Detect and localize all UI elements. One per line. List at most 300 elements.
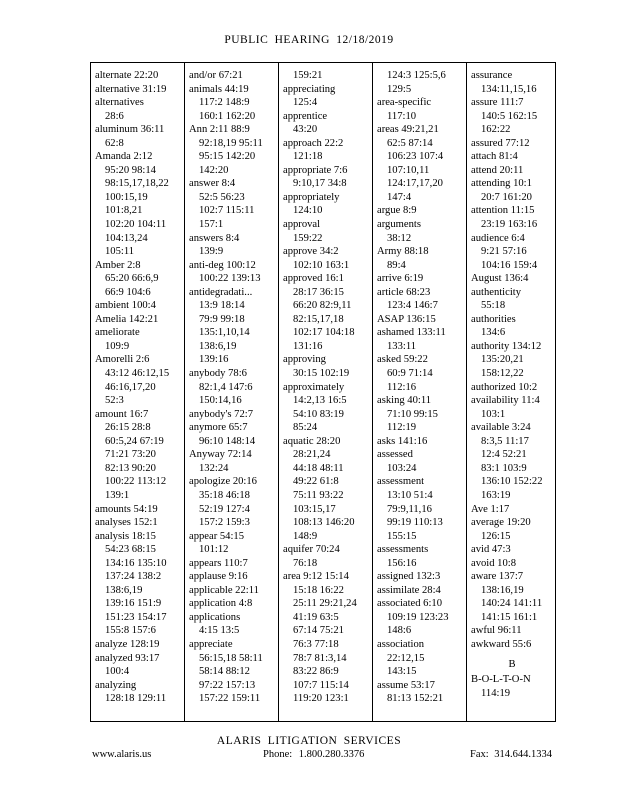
index-entry-page-refs: 71:21 73:20 bbox=[105, 449, 156, 461]
index-entry-page-refs: 131:16 bbox=[293, 340, 323, 352]
index-entry-term: area-specific bbox=[377, 97, 432, 109]
index-entry-page-refs: 104:13,24 bbox=[105, 232, 148, 244]
index-entry bbox=[189, 123, 271, 177]
index-entry-page-refs: 155:8 157:6 bbox=[105, 625, 156, 637]
index-entry-page-refs: 13:9 18:14 bbox=[199, 300, 245, 312]
index-entry-page-refs: 148:6 bbox=[387, 625, 412, 637]
index-entry-term: answer 8:4 bbox=[189, 178, 236, 190]
index-entry bbox=[95, 259, 177, 300]
index-entry-page-refs: 35:18 46:18 bbox=[199, 489, 250, 501]
index-entry bbox=[377, 435, 459, 449]
index-entry-page-refs: 132:24 bbox=[199, 462, 229, 474]
index-entry-term: appears 110:7 bbox=[189, 557, 248, 569]
index-entry-continuation: 129:5 bbox=[387, 83, 412, 95]
column-divider bbox=[466, 63, 467, 721]
index-entry-page-refs: 124:17,17,20 bbox=[387, 178, 443, 190]
index-entry-page-refs: 103:24 bbox=[387, 462, 417, 474]
index-column-1 bbox=[95, 69, 177, 706]
index-entry-term: analyzing bbox=[95, 679, 137, 691]
index-entry bbox=[95, 516, 177, 530]
index-entry bbox=[283, 191, 365, 218]
index-entry-page-refs: 162:22 bbox=[481, 124, 511, 136]
index-entry bbox=[377, 597, 459, 638]
index-entry-page-refs: 13:10 51:4 bbox=[387, 489, 433, 501]
index-entry-term: assessment bbox=[377, 476, 425, 488]
index-entry-page-refs: 52:19 127:4 bbox=[199, 503, 250, 515]
index-entry-page-refs: 141:15 161:1 bbox=[481, 611, 538, 623]
index-entry-term: association bbox=[377, 638, 425, 650]
column-divider bbox=[372, 63, 373, 721]
index-entry-page-refs: 79:9 99:18 bbox=[199, 313, 245, 325]
index-entry-page-refs: 163:19 bbox=[481, 489, 511, 501]
index-entry-page-refs: 159:22 bbox=[293, 232, 323, 244]
index-entry-term: appropriately bbox=[283, 191, 340, 203]
index-entry bbox=[471, 638, 553, 652]
index-entry bbox=[471, 286, 553, 313]
index-entry-term: answers 8:4 bbox=[189, 232, 240, 244]
index-entry-continuation: 159:21 bbox=[293, 70, 323, 81]
index-entry-page-refs: 103:1 bbox=[481, 408, 506, 420]
index-entry-term: Amorelli 2:6 bbox=[95, 354, 150, 366]
index-entry-page-refs: 52:3 bbox=[105, 395, 124, 407]
index-entry bbox=[283, 435, 365, 543]
index-entry-term: areas 49:21,21 bbox=[377, 124, 439, 136]
index-entry-term: assessed bbox=[377, 449, 413, 461]
index-entry-term: appear 54:15 bbox=[189, 530, 245, 542]
index-entry-term: authorities bbox=[471, 313, 516, 325]
index-entry-page-refs: 79:9,11,16 bbox=[387, 503, 432, 515]
index-entry-page-refs: 49:22 61:8 bbox=[293, 476, 339, 488]
index-entry-term: ASAP 136:15 bbox=[377, 313, 436, 325]
index-entry-page-refs: 147:4 bbox=[387, 191, 412, 203]
index-entry bbox=[95, 408, 177, 503]
index-entry-term: Army 88:18 bbox=[377, 246, 429, 258]
index-letter-heading bbox=[471, 658, 553, 672]
index-entry-page-refs: 54:10 83:19 bbox=[293, 408, 344, 420]
index-entry-page-refs: 95:20 98:14 bbox=[105, 164, 156, 176]
index-entry-term: area 9:12 15:14 bbox=[283, 571, 349, 583]
index-entry bbox=[377, 353, 459, 394]
index-entry bbox=[95, 679, 177, 706]
index-entry-term: assurance bbox=[471, 70, 513, 81]
index-entry bbox=[471, 164, 553, 178]
index-entry-term: B-O-L-T-O-N bbox=[471, 674, 531, 686]
index-entry-term: assure 111:7 bbox=[471, 97, 524, 109]
index-entry-page-refs: 20:7 161:20 bbox=[481, 191, 532, 203]
index-entry-term: anybody's 72:7 bbox=[189, 408, 253, 420]
index-entry bbox=[377, 69, 459, 83]
index-entry-page-refs: 138:6,19 bbox=[199, 340, 237, 352]
index-entry-page-refs: 65:20 66:6,9 bbox=[105, 273, 159, 285]
index-entry-term: attach 81:4 bbox=[471, 151, 518, 163]
index-entry bbox=[189, 475, 271, 529]
index-entry-term: assured 77:12 bbox=[471, 137, 530, 149]
index-entry-page-refs: 157:22 159:11 bbox=[199, 693, 261, 705]
index-entry-term: avoid 10:8 bbox=[471, 557, 517, 569]
index-entry-page-refs: 81:13 152:21 bbox=[387, 693, 444, 705]
index-entry-page-refs: 82:13 90:20 bbox=[105, 462, 156, 474]
index-column-4 bbox=[377, 69, 459, 706]
index-entry-page-refs: 55:18 bbox=[481, 300, 506, 312]
index-entry bbox=[377, 543, 459, 570]
index-entry-term: appreciating bbox=[283, 83, 336, 95]
index-entry-term: aluminum 36:11 bbox=[95, 124, 165, 136]
index-entry-page-refs: 138:6,19 bbox=[105, 584, 143, 596]
index-entry bbox=[283, 543, 365, 570]
index-entry-page-refs: 134:11,15,16 bbox=[481, 83, 537, 95]
index-entry-page-refs: 108:13 146:20 bbox=[293, 517, 355, 529]
index-entry bbox=[95, 326, 177, 353]
index-entry-page-refs: 43:12 46:12,15 bbox=[105, 368, 170, 380]
footer-company-name: ALARIS LITIGATION SERVICES bbox=[216, 735, 402, 747]
index-entry bbox=[471, 624, 553, 638]
index-entry-page-refs: 66:9 104:6 bbox=[105, 286, 151, 298]
footer-phone: Phone: 1.800.280.3376 bbox=[263, 749, 365, 760]
index-entry bbox=[95, 353, 177, 407]
index-entry-term: and/or 67:21 bbox=[189, 70, 243, 81]
index-entry bbox=[189, 286, 271, 367]
footer-website-link[interactable]: www.alaris.us bbox=[92, 749, 152, 760]
index-entry-term: Amber 2:8 bbox=[95, 259, 141, 271]
index-entry-page-refs: 112:16 bbox=[387, 381, 417, 393]
index-entry bbox=[471, 272, 553, 286]
index-entry-page-refs: 28:21,24 bbox=[293, 449, 331, 461]
index-entry bbox=[471, 69, 553, 96]
index-entry bbox=[377, 272, 459, 286]
index-entry-page-refs: 140:5 162:15 bbox=[481, 110, 538, 122]
index-entry-page-refs: 28:17 36:15 bbox=[293, 286, 344, 298]
index-entry bbox=[95, 530, 177, 638]
index-entry-term: approximately bbox=[283, 381, 345, 393]
index-entry-page-refs: 14:2,13 16:5 bbox=[293, 395, 347, 407]
index-entry bbox=[377, 475, 459, 543]
index-entry-page-refs: 139:16 bbox=[199, 354, 229, 366]
index-entry bbox=[189, 584, 271, 598]
index-entry-term: attend 20:11 bbox=[471, 164, 524, 176]
index-entry-term: applause 9:16 bbox=[189, 571, 248, 583]
index-entry-term: available 3:24 bbox=[471, 422, 531, 434]
index-entry-term: audience 6:4 bbox=[471, 232, 525, 244]
index-entry bbox=[377, 83, 459, 97]
index-entry-term: argue 8:9 bbox=[377, 205, 417, 217]
index-entry-page-refs: 23:19 163:16 bbox=[481, 219, 538, 231]
index-entry-page-refs: 100:22 139:13 bbox=[199, 273, 261, 285]
index-entry-page-refs: 139:1 bbox=[105, 489, 130, 501]
index-entry-term: analyzed 93:17 bbox=[95, 652, 160, 664]
index-entry-term: approved 16:1 bbox=[283, 273, 344, 285]
index-entry-term: attention 11:15 bbox=[471, 205, 535, 217]
index-entry-page-refs: 150:14,16 bbox=[199, 395, 242, 407]
page-header-title: PUBLIC HEARING 12/18/2019 bbox=[224, 34, 394, 46]
index-entry-term: avid 47:3 bbox=[471, 544, 511, 556]
index-entry-term: alternate 22:20 bbox=[95, 70, 159, 81]
index-entry bbox=[377, 204, 459, 218]
index-entry bbox=[283, 164, 365, 191]
index-entry-page-refs: 114:19 bbox=[481, 687, 511, 699]
index-entry-term: animals 44:19 bbox=[189, 83, 249, 95]
index-entry bbox=[471, 516, 553, 543]
index-entry-page-refs: 15:18 16:22 bbox=[293, 584, 344, 596]
index-entry bbox=[471, 177, 553, 204]
index-entry-page-refs: 128:18 129:11 bbox=[105, 693, 167, 705]
index-entry-term: anymore 65:7 bbox=[189, 422, 248, 434]
index-entry-term: ashamed 133:11 bbox=[377, 327, 446, 339]
index-entry-page-refs: 30:15 102:19 bbox=[293, 368, 350, 380]
index-entry bbox=[377, 123, 459, 204]
index-entry-page-refs: 102:10 163:1 bbox=[293, 259, 350, 271]
index-entry-term: arguments bbox=[377, 219, 421, 231]
word-index-frame bbox=[90, 62, 556, 722]
index-entry bbox=[95, 96, 177, 123]
index-entry-term: aware 137:7 bbox=[471, 571, 524, 583]
index-entry-page-refs: 157:2 159:3 bbox=[199, 517, 250, 529]
index-entry-page-refs: 102:20 104:11 bbox=[105, 219, 167, 231]
index-entry-term: apprentice bbox=[283, 110, 328, 122]
index-entry-page-refs: 102:17 104:18 bbox=[293, 327, 355, 339]
index-entry-page-refs: 82:1,4 147:6 bbox=[199, 381, 253, 393]
index-entry-page-refs: 109:9 bbox=[105, 340, 130, 352]
index-entry bbox=[95, 503, 177, 517]
index-entry-term: analyses 152:1 bbox=[95, 517, 158, 529]
index-entry-page-refs: 95:15 142:20 bbox=[199, 151, 256, 163]
index-entry bbox=[189, 177, 271, 231]
index-entry-continuation: 124:3 125:5,6 bbox=[387, 70, 446, 81]
index-entry-term: authorized 10:2 bbox=[471, 381, 538, 393]
index-entry bbox=[377, 313, 459, 327]
index-entry-page-refs: 123:4 146:7 bbox=[387, 300, 438, 312]
index-entry-term: asked 59:22 bbox=[377, 354, 428, 366]
index-entry-page-refs: 62:8 bbox=[105, 137, 124, 149]
index-entry-page-refs: 100:4 bbox=[105, 666, 130, 678]
index-entry-term: availability 11:4 bbox=[471, 395, 540, 407]
index-entry bbox=[95, 83, 177, 97]
index-entry-term: approach 22:2 bbox=[283, 137, 344, 149]
index-entry bbox=[471, 204, 553, 231]
index-entry-page-refs: 76:3 77:18 bbox=[293, 638, 339, 650]
index-entry-page-refs: 97:22 157:13 bbox=[199, 679, 256, 691]
index-entry-term: authority 134:12 bbox=[471, 340, 542, 352]
index-entry-page-refs: 107:7 115:14 bbox=[293, 679, 349, 691]
index-entry-term: anti-deg 100:12 bbox=[189, 259, 256, 271]
index-entry-page-refs: 140:24 141:11 bbox=[481, 598, 543, 610]
index-entry-term: applicable 22:11 bbox=[189, 584, 259, 596]
index-entry-page-refs: 22:12,15 bbox=[387, 652, 425, 664]
index-entry-term: application 4:8 bbox=[189, 598, 253, 610]
index-entry-page-refs: 100:15,19 bbox=[105, 191, 148, 203]
index-entry-page-refs: 105:11 bbox=[105, 246, 135, 258]
index-entry-page-refs: 104:16 159:4 bbox=[481, 259, 538, 271]
index-entry-page-refs: 124:10 bbox=[293, 205, 323, 217]
index-entry bbox=[283, 272, 365, 353]
index-entry bbox=[377, 394, 459, 435]
index-entry-page-refs: 54:23 68:15 bbox=[105, 544, 156, 556]
index-entry-page-refs: 101:8,21 bbox=[105, 205, 143, 217]
index-entry bbox=[471, 570, 553, 624]
index-entry bbox=[471, 340, 553, 381]
index-entry-term: August 136:4 bbox=[471, 273, 529, 285]
index-entry-term: Ave 1:17 bbox=[471, 503, 510, 515]
index-entry bbox=[283, 353, 365, 380]
index-entry-page-refs: 138:16,19 bbox=[481, 584, 524, 596]
index-entry-page-refs: 160:1 162:20 bbox=[199, 110, 256, 122]
index-entry-term: ameliorate bbox=[95, 327, 140, 339]
index-entry bbox=[377, 286, 459, 313]
index-entry bbox=[95, 123, 177, 150]
index-entry bbox=[189, 69, 271, 83]
column-divider bbox=[278, 63, 279, 721]
index-entry-term: approving bbox=[283, 354, 326, 366]
index-entry bbox=[189, 421, 271, 448]
index-entry bbox=[471, 557, 553, 571]
index-entry-term: assume 53:17 bbox=[377, 679, 435, 691]
index-entry bbox=[95, 69, 177, 83]
index-entry bbox=[189, 367, 271, 408]
index-entry-page-refs: 139:16 151:9 bbox=[105, 598, 162, 610]
index-entry-page-refs: 135:20,21 bbox=[481, 354, 524, 366]
index-entry-term: assimilate 28:4 bbox=[377, 584, 441, 596]
index-entry-term: attending 10:1 bbox=[471, 178, 532, 190]
index-entry-term: appreciate bbox=[189, 638, 233, 650]
index-entry-page-refs: 71:10 99:15 bbox=[387, 408, 438, 420]
index-entry bbox=[377, 96, 459, 123]
index-entry-term: associated 6:10 bbox=[377, 598, 443, 610]
index-entry-page-refs: 137:24 138:2 bbox=[105, 571, 162, 583]
index-entry-term: alternative 31:19 bbox=[95, 83, 167, 95]
index-entry bbox=[377, 584, 459, 598]
index-entry-page-refs: 83:1 103:9 bbox=[481, 462, 527, 474]
index-entry-page-refs: 43:20 bbox=[293, 124, 318, 136]
index-entry bbox=[471, 381, 553, 395]
index-entry-term: Amanda 2:12 bbox=[95, 151, 153, 163]
index-entry bbox=[377, 448, 459, 475]
index-entry-term: antidegradati... bbox=[189, 286, 253, 298]
index-entry-term: amount 16:7 bbox=[95, 408, 149, 420]
index-entry-term: Amelia 142:21 bbox=[95, 313, 159, 325]
index-entry-page-refs: 117:2 148:9 bbox=[199, 97, 250, 109]
index-entry-term: anybody 78:6 bbox=[189, 368, 247, 380]
index-entry-page-refs: 103:15,17 bbox=[293, 503, 336, 515]
index-entry-page-refs: 156:16 bbox=[387, 557, 417, 569]
index-column-3 bbox=[283, 69, 365, 706]
index-entry bbox=[189, 232, 271, 259]
index-entry-page-refs: 107:10,11 bbox=[387, 164, 430, 176]
index-entry bbox=[189, 570, 271, 584]
index-entry-page-refs: 126:15 bbox=[481, 530, 511, 542]
index-entry bbox=[377, 638, 459, 679]
index-entry-page-refs: 89:4 bbox=[387, 259, 406, 271]
index-entry bbox=[377, 218, 459, 245]
index-entry-page-refs: 157:1 bbox=[199, 219, 224, 231]
index-entry bbox=[377, 245, 459, 272]
index-entry bbox=[377, 570, 459, 584]
index-entry-term: approve 34:2 bbox=[283, 246, 339, 258]
index-entry-term: alternatives bbox=[95, 97, 144, 109]
index-entry bbox=[189, 530, 271, 557]
index-entry-page-refs: 135:1,10,14 bbox=[199, 327, 250, 339]
index-entry-page-refs: 109:19 123:23 bbox=[387, 611, 449, 623]
index-entry bbox=[283, 570, 365, 705]
footer-fax: Fax: 314.644.1334 bbox=[470, 749, 553, 760]
index-entry-page-refs: 148:9 bbox=[293, 530, 318, 542]
index-entry bbox=[471, 150, 553, 164]
index-entry-term: appropriate 7:6 bbox=[283, 164, 348, 176]
index-entry bbox=[471, 96, 553, 137]
index-entry bbox=[95, 313, 177, 327]
index-entry-page-refs: 133:11 bbox=[387, 340, 417, 352]
index-entry-page-refs: 112:19 bbox=[387, 422, 417, 434]
index-entry-page-refs: 125:4 bbox=[293, 97, 318, 109]
index-entry-page-refs: 75:11 93:22 bbox=[293, 489, 344, 501]
index-entry-page-refs: 139:9 bbox=[199, 246, 224, 258]
index-entry-page-refs: 52:5 56:23 bbox=[199, 191, 245, 203]
index-entry-page-refs: 106:23 107:4 bbox=[387, 151, 444, 163]
index-entry-term: applications bbox=[189, 611, 241, 623]
index-entry bbox=[95, 299, 177, 313]
index-entry-term: approval bbox=[283, 219, 321, 231]
index-entry-page-refs: 67:14 75:21 bbox=[293, 625, 344, 637]
index-entry-page-refs: 158:12,22 bbox=[481, 368, 524, 380]
index-entry-term: aquatic 28:20 bbox=[283, 435, 341, 447]
index-entry bbox=[283, 245, 365, 272]
index-entry-page-refs: 62:5 87:14 bbox=[387, 137, 433, 149]
index-entry-page-refs: 41:19 63:5 bbox=[293, 611, 339, 623]
index-entry-term: analyze 128:19 bbox=[95, 638, 160, 650]
index-entry bbox=[283, 137, 365, 164]
index-entry bbox=[471, 394, 553, 421]
index-entry bbox=[189, 638, 271, 706]
index-entry-term: apologize 20:16 bbox=[189, 476, 257, 488]
index-entry bbox=[377, 326, 459, 353]
index-entry-term: article 68:23 bbox=[377, 286, 431, 298]
index-entry-page-refs: 117:10 bbox=[387, 110, 417, 122]
index-entry-page-refs: 134:6 bbox=[481, 327, 506, 339]
index-entry-page-refs: 8:3,5 11:17 bbox=[481, 435, 529, 447]
index-entry-page-refs: 58:14 88:12 bbox=[199, 666, 250, 678]
index-entry-page-refs: 85:24 bbox=[293, 422, 318, 434]
index-entry bbox=[471, 137, 553, 151]
index-entry bbox=[95, 652, 177, 679]
index-entry-term: asks 141:16 bbox=[377, 435, 428, 447]
index-entry-page-refs: 100:22 113:12 bbox=[105, 476, 167, 488]
index-entry bbox=[189, 597, 271, 611]
index-entry bbox=[471, 232, 553, 273]
index-entry bbox=[471, 313, 553, 340]
index-entry-term: arrive 6:19 bbox=[377, 273, 424, 285]
index-entry-term: assigned 132:3 bbox=[377, 571, 441, 583]
index-entry bbox=[471, 421, 553, 502]
index-entry bbox=[189, 611, 271, 638]
index-entry-page-refs: 151:23 154:17 bbox=[105, 611, 167, 623]
index-entry bbox=[377, 679, 459, 706]
index-entry-page-refs: 83:22 86:9 bbox=[293, 666, 339, 678]
index-entry bbox=[95, 638, 177, 652]
index-entry-page-refs: 119:20 123:1 bbox=[293, 693, 349, 705]
index-entry bbox=[471, 543, 553, 557]
index-entry-page-refs: 60:9 71:14 bbox=[387, 368, 433, 380]
index-entry-page-refs: 44:18 48:11 bbox=[293, 462, 344, 474]
index-entry-page-refs: 99:19 110:13 bbox=[387, 517, 443, 529]
index-entry-term: average 19:20 bbox=[471, 517, 531, 529]
index-entry-page-refs: 46:16,17,20 bbox=[105, 381, 156, 393]
index-entry bbox=[283, 381, 365, 435]
index-entry-page-refs: 82:15,17,18 bbox=[293, 313, 344, 325]
index-entry-term: ambient 100:4 bbox=[95, 300, 156, 312]
index-entry-page-refs: 92:18,19 95:11 bbox=[199, 137, 263, 149]
index-entry-page-refs: 26:15 28:8 bbox=[105, 422, 151, 434]
index-entry-page-refs: 136:10 152:22 bbox=[481, 476, 543, 488]
index-entry-page-refs: 12:4 52:21 bbox=[481, 449, 527, 461]
index-entry bbox=[471, 673, 553, 700]
